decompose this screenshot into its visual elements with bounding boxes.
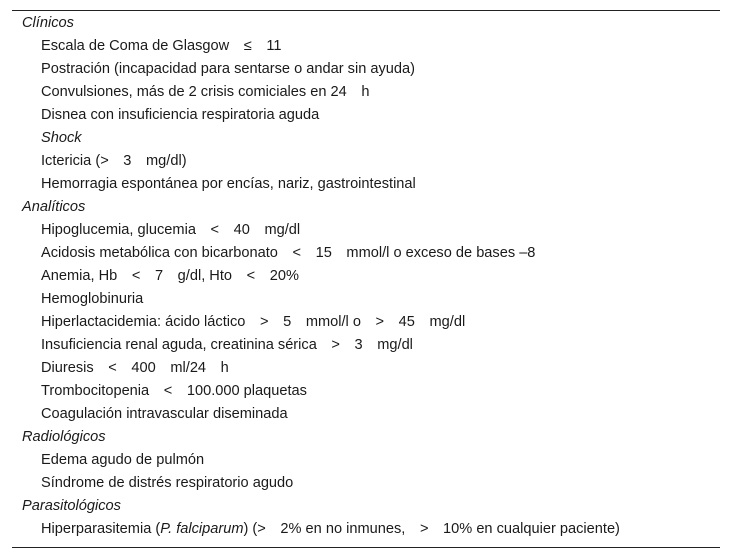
species-name: P. falciparum	[160, 521, 244, 537]
criterion-acidosis: Acidosis metabólica con bicarbonato < 15 mmol/l o exceso de bases –8	[41, 245, 536, 261]
criterion-diuresis: Diuresis < 400 ml/24 h	[41, 360, 229, 376]
criterion-anemia: Anemia, Hb < 7 g/dl, Hto < 20%	[41, 268, 299, 284]
criterion-insuficiencia-renal: Insuficiencia renal aguda, creatinina sérica > 3 mg/dl	[41, 337, 413, 353]
criterion-convulsiones: Convulsiones, más de 2 crisis comiciales en 24 h	[41, 84, 370, 100]
criterion-distres: Síndrome de distrés respiratorio agudo	[41, 475, 294, 491]
criterion-hemoglobinuria: Hemoglobinuria	[41, 291, 144, 307]
criterion-glasgow: Escala de Coma de Glasgow ≤ 11	[41, 38, 282, 54]
hiperparasitemia-prefix: Hiperparasitemia (	[41, 521, 161, 537]
category-radiologicos: Radiológicos	[22, 429, 106, 445]
criterion-hiperparasitemia	[12, 518, 720, 541]
criterion-ictericia: Ictericia (> 3 mg/dl)	[41, 153, 187, 169]
category-parasitologicos: Parasitológicos	[22, 498, 121, 514]
criterion-postracion: Postración (incapacidad para sentarse o andar sin ayuda)	[41, 61, 415, 77]
criterion-hipoglucemia: Hipoglucemia, glucemia < 40 mg/dl	[41, 222, 301, 238]
criterion-trombocitopenia: Trombocitopenia < 100.000 plaquetas	[41, 383, 307, 399]
category-clinicos: Clínicos	[22, 15, 74, 31]
criterion-coagulacion: Coagulación intravascular diseminada	[41, 406, 288, 422]
table-rows	[12, 12, 720, 541]
criterion-shock: Shock	[41, 130, 82, 146]
criterion-hemorragia: Hemorragia espontánea por encías, nariz, gastrointestinal	[41, 176, 416, 192]
criterion-edema-pulmon: Edema agudo de pulmón	[41, 452, 205, 468]
hiperparasitemia-suffix: ) (> 2% en no inmunes, > 10% en cualquier paciente)	[243, 521, 620, 537]
criterion-disnea: Disnea con insuficiencia respiratoria aguda	[41, 107, 320, 123]
category-analiticos: Analíticos	[22, 199, 86, 215]
criterion-hiperlactacidemia: Hiperlactacidemia: ácido láctico > 5 mmol/l o > 45 mg/dl	[41, 314, 466, 330]
criteria-table	[12, 10, 720, 548]
